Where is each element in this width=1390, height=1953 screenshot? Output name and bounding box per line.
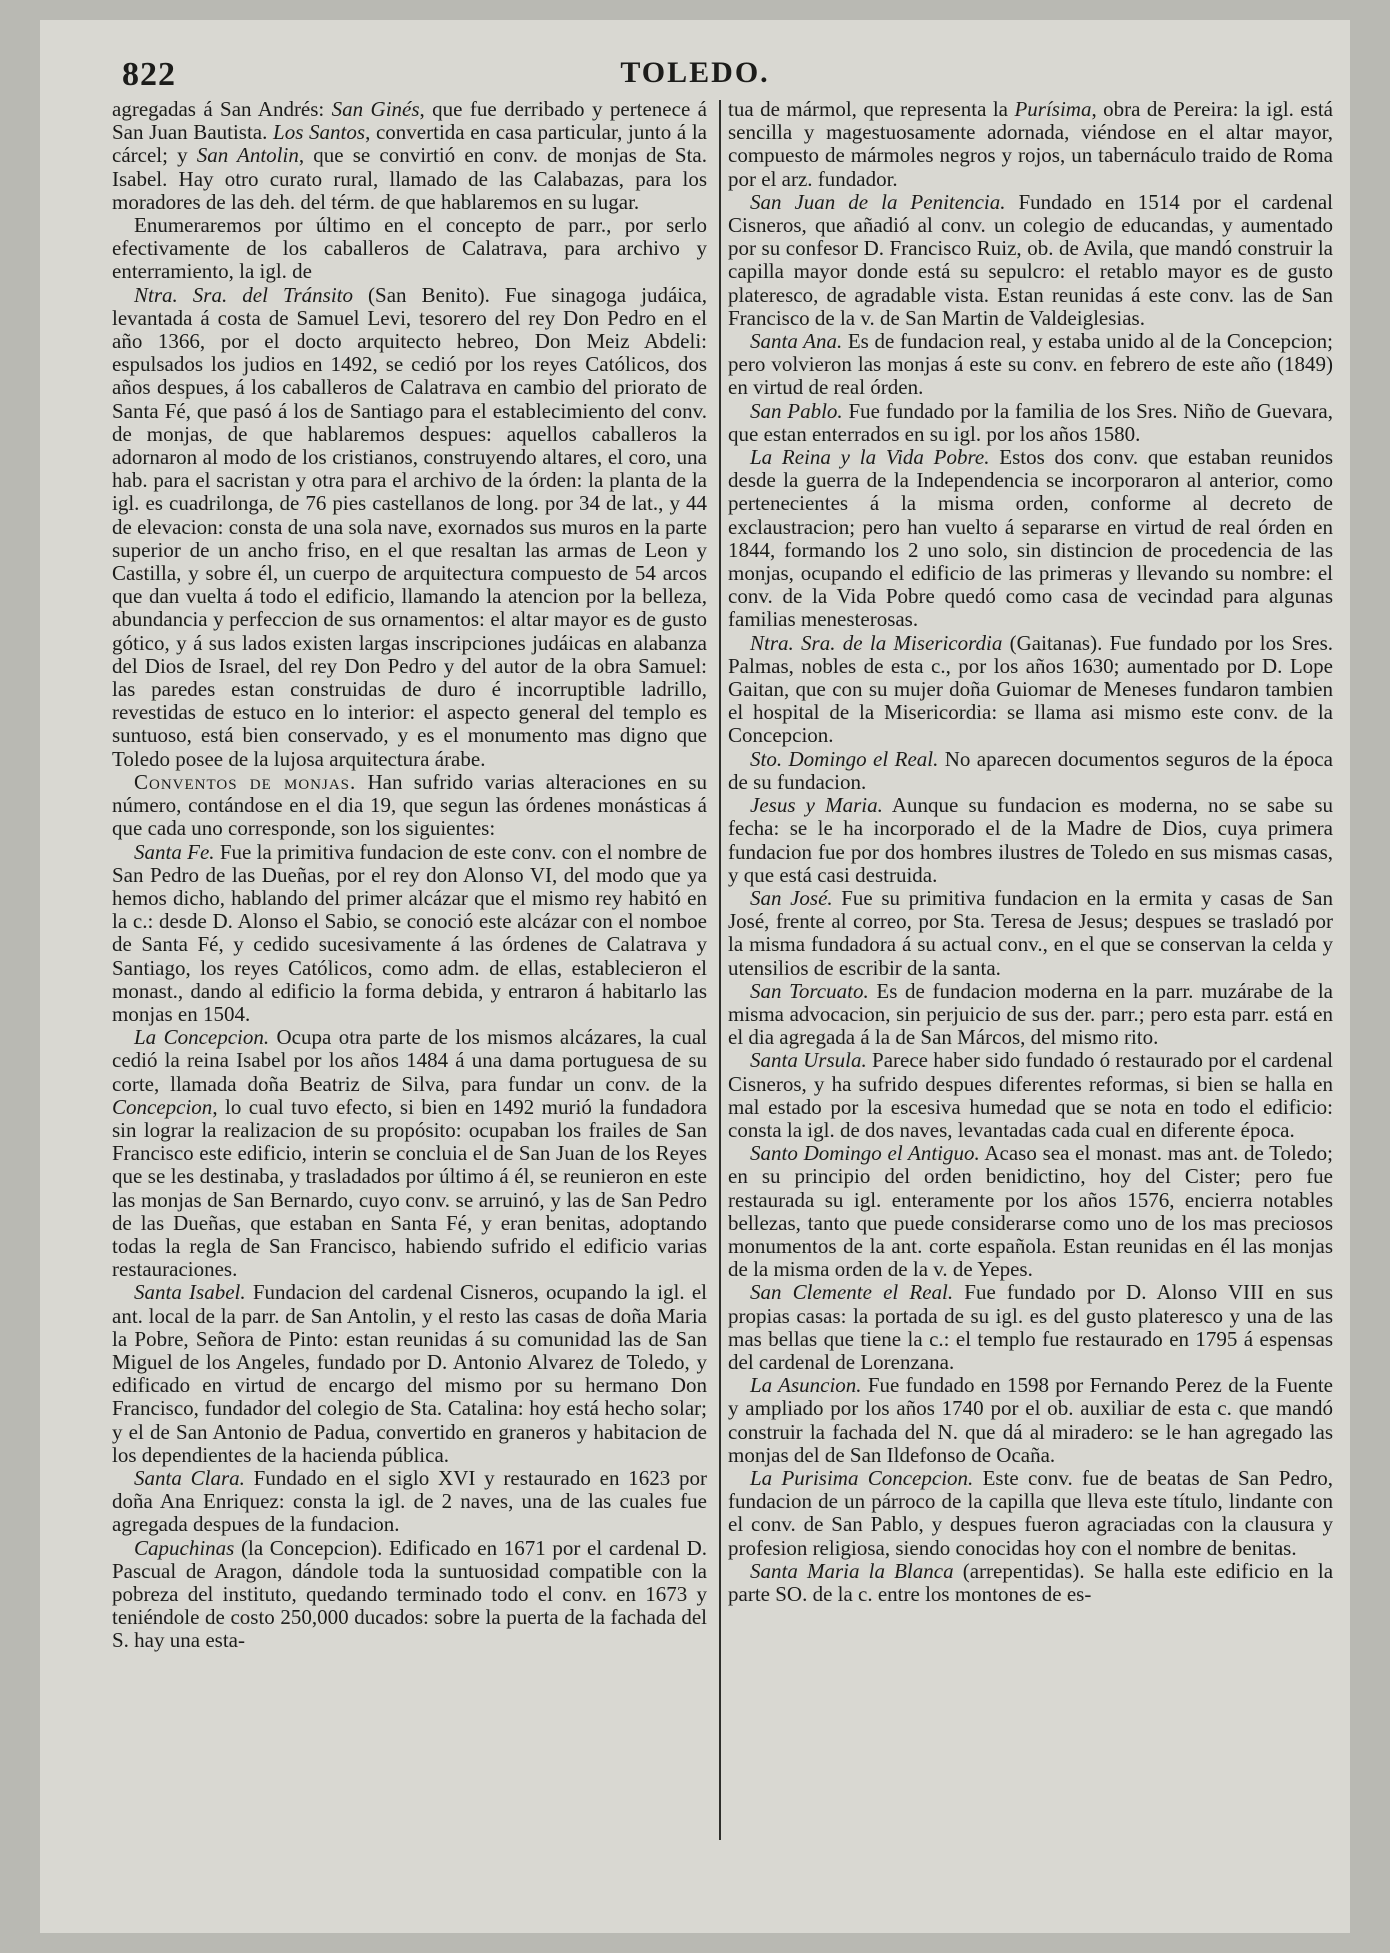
body-text: , lo cual tuvo efecto, si bien en 1492 murió la fundadora sin lograr la realizacion de su propósito: ocupaban los frailes de San Francisco este edificio, interin se concluia el de San Juan de los Reyes que se les destinaba, y trasladados por último á él, se reunieron en este las monjas de San Bernardo, cuyo conv. se arruinó, y las de San Pedro de las Dueñas, que estaban en Santa Fé, y eran benitas, adoptando todas la regla de San Francisco, habiendo sufrido el edificio varias restauraciones.	[112, 1094, 707, 1282]
entry-heading: La Reina y la Vida Pobre.	[750, 445, 990, 470]
paragraph	[728, 1142, 1333, 1281]
body-text: Es de fundacion real, y estaba unido al de la Concepcion; pero volvieron las monjas á este su conv. en febrero de este año (1849) en virtud de real órden.	[728, 329, 1333, 400]
body-text: No aparecen documentos seguros de la época de su fundacion.	[728, 746, 1333, 794]
entry-heading: San Juan de la Penitencia.	[750, 189, 1006, 214]
entry-heading: Santa Maria la Blanca	[750, 1558, 954, 1583]
entry-heading: Santo Domingo el Antiguo.	[750, 1141, 980, 1166]
body-text: Fundado en 1514 por el cardenal Cisneros, que añadió al conv. un colegio de educandas, y aumentado por su confesor D. Francisco Ruiz, ob. de Avila, que mandó construir la capilla mayor donde está su sepulcro: el retablo mayor es de gusto plateresco, de agradable vista. Estan reunidas á este conv. las de San Francisco de la v. de San Martin de Valdeiglesias.	[728, 189, 1333, 330]
paragraph	[728, 748, 1333, 794]
entry-heading: Santa Fe.	[134, 839, 215, 864]
body-text: Fue fundado en 1598 por Fernando Perez de la Fuente y ampliado por los años 1740 por el ob. auxiliar de esta c. que mandó construir la fachada del N. que dá al miradero: se le han agregado las monjas del de San Ildefonso de Ocaña.	[728, 1373, 1333, 1467]
entry-heading: Santa Clara.	[134, 1465, 245, 1490]
paragraph	[728, 446, 1333, 632]
paragraph	[728, 191, 1333, 330]
paragraph	[728, 1281, 1333, 1374]
body-text: tua de mármol, que representa la	[728, 97, 1015, 121]
body-text: Aunque su fundacion es moderna, no se sabe su fecha: se le ha incorporado el de la Madre de Dios, cuya primera fundacion fue por dos hombres ilustres de Toledo en sus mismas casas, y que está casi destruida.	[728, 793, 1333, 887]
body-text: (Gaitanas). Fue fundado por los Sres. Palmas, nobles de esta c., por los años 1630; aumentado por D. Lope Gaitan, que con su mujer doña Guiomar de Meneses fundaron tambien el hospital de la Misericordia: se llama asi mismo este conv. de la Concepcion.	[728, 630, 1334, 748]
body-text: , obra de Pereira: la igl. está sencilla y magestuosamente adornada, viéndose en el altar mayor, compuesto de mármoles negros y rojos, un tabernáculo traido de Roma por el arz. fundador.	[728, 97, 1333, 191]
paragraph	[112, 1537, 707, 1653]
continued-paragraph	[112, 98, 707, 214]
body-text: Fue fundado por D. Alonso VIII en sus propias casas: la portada de su igl. es del gusto plateresco y una de las mas bellas que tiene la c.: el templo fue restaurado en 1795 á espensas del cardenal de Lorenzana.	[728, 1280, 1333, 1374]
page-title: TOLEDO.	[620, 56, 770, 89]
paragraph	[728, 1049, 1333, 1142]
entry-heading: La Purisima Concepcion.	[750, 1465, 974, 1490]
body-text: Acaso sea el monast. mas ant. de Toledo; en su principio del orden benidictino, hoy del Cister; pero fue restaurada su igl. enteramente por los años 1576, encierra notables bellezas, tanto que puede considerarse como uno de los mas preciosos monumentos de la ant. corte española. Estan reunidas en él las monjas de la misma orden de la v. de Yepes.	[728, 1141, 1333, 1282]
entry-heading: Santa Isabel.	[134, 1280, 246, 1305]
paragraph	[728, 400, 1333, 446]
paragraph	[112, 1026, 707, 1281]
body-text: Fundacion del cardenal Cisneros, ocupando la igl. el ant. local de la parr. de San Antolin, y el resto las casas de doña Maria la Pobre, Señora de Pinto: estan reunidas á su comunidad las de San Miguel de los Angeles, fundado por D. Antonio Alvarez de Toledo, y edificado en virtud de encargo del mismo por su hermano Don Francisco, fundador del colegio de Sta. Catalina: hoy está hecho solar; y el de San Antonio de Padua, convertido en graneros y habitacion de los dependientes de la hacienda pública.	[112, 1280, 708, 1467]
body-text: Es de fundacion moderna en la parr. muzárabe de la misma advocacion, sin perjuicio de sus der. parr.; pero esta parr. está en el dia agregada á la de San Márcos, del mismo rito.	[728, 978, 1333, 1050]
body-text: (la Concepcion). Edificado en 1671 por el cardenal D. Pascual de Aragon, dándole toda la suntuosidad compatible con la pobreza del instituto, quedando terminado todo el conv. en 1673 y teniéndole de costo 250,000 ducados: sobre la puerta de la fachada del S. hay una esta-	[112, 1535, 707, 1653]
paragraph	[112, 214, 707, 284]
paragraph	[112, 771, 707, 841]
paragraph	[728, 330, 1333, 400]
column-divider	[719, 100, 721, 1840]
entry-heading: Ntra. Sra. de la Misericordia	[750, 630, 1003, 655]
body-text: Ocupa otra parte de los mismos alcázares, la cual cedió la reina Isabel por los años 1484 á una dama portuguesa de su corte, llamada doña Beatriz de Silva, para fundar un conv. de la	[112, 1025, 707, 1096]
entry-heading: Ntra. Sra. del Tránsito	[134, 282, 354, 307]
body-text: (San Benito). Fue sinagoga judáica, levantada á costa de Samuel Levi, tesorero del rey Don Pedro en el año 1366, por el docto arquitecto hebreo, Don Meiz Abdeli: espulsados los judios en 1492, se cedió por los reyes Católicos, dos años despues, á los caballeros de Calatrava en cambio del priorato de Santa Fé, que pasó á los de Santiago para el establecimiento del conv. de monjas, de que hablaremos despues: aquellos caballeros la adornaron al modo de los cristianos, construyendo altares, el coro, una hab. para el sacristan y otra para el archivo de la órden: la planta de la igl. es cuadrilonga, de 76 pies castellanos de long. por 34 de lat., y 44 de elevacion: consta de una sola nave, exornados sus muros en la parte superior de un ancho friso, en el que resaltan las armas de Leon y Castilla, y sobre él, un cuerpo de arquitectura compuesto de 54 arcos que dan vuelta á todo el edificio, llamando la atencion por la belleza, abundancia y perfeccion de sus ornamentos: el altar mayor es de gusto gótico, y á sus lados existen largas inscripciones judáicas en alabanza del Dios de Israel, del rey Don Pedro y del autor de la obra Samuel: las paredes estan construidas de duro é incorruptible ladrillo, revestidas de estuco en lo interior: el aspecto general del templo es suntuoso, está bien conservado, y es el monumento mas digno que Toledo posee de la lujosa arquitectura árabe.	[112, 282, 707, 771]
body-text: Fundado en el siglo XVI y restaurado en 1623 por doña Ana Enriquez: consta la igl. de 2 naves, una de las cuales fue agregada despues de la fundacion.	[112, 1465, 707, 1537]
right-column	[728, 98, 1333, 1606]
body-text: Estos dos conv. que estaban reunidos desde la guerra de la Independencia se incorporaron al anterior, como pertenecientes á la misma orden, conforme al decreto de exclaustracion; pero han vuelto á separarse en virtud de real órden en 1844, formando los 2 uno solo, sin distincion de procedencia de las monjas, ocupando el edificio de las primeras y llevando su nombre: el conv. de la Vida Pobre quedó como casa de vecindad para algunas familias menesterosas.	[728, 445, 1333, 632]
section-heading: Conventos de monjas.	[134, 769, 357, 794]
entry-heading: Capuchinas	[134, 1535, 235, 1560]
paragraph	[728, 980, 1333, 1050]
paragraph	[112, 841, 707, 1027]
body-text: , que fue derribado y pertenece á San Juan Bautista.	[112, 97, 707, 145]
paragraph	[728, 1467, 1333, 1560]
paragraph	[112, 1467, 707, 1537]
entry-heading: Jesus y Maria.	[750, 793, 883, 818]
entry-heading: Concepcion	[112, 1094, 213, 1119]
body-text: , que se convirtió en conv. de monjas de Sta. Isabel. Hay otro curato rural, llamado de las Calabazas, para los moradores de las deh. del térm. de que hablaremos en su lugar.	[112, 143, 707, 214]
paragraph	[112, 1281, 707, 1467]
body-text: Enumeraremos por último en el concepto de parr., por serlo efectivamente de los caballeros de Calatrava, para archivo y enterramiento, la igl. de	[112, 213, 707, 284]
entry-heading: Santa Ursula.	[750, 1048, 867, 1073]
body-text: Parece haber sido fundado ó restaurado por el cardenal Cisneros, y ha sufrido despues diferentes reformas, si bien se halla en mal estado por la escesiva humedad que se nota en todo el edificio: consta la igl. de dos naves, levantadas cada cual en diferente época.	[728, 1048, 1333, 1142]
body-text: (arrepentidas). Se halla este edificio en la parte SO. de la c. entre los montones de es-	[728, 1558, 1334, 1606]
paragraph	[728, 794, 1333, 887]
entry-heading: San Pablo.	[750, 398, 843, 423]
paragraph	[728, 1374, 1333, 1467]
entry-heading: San José.	[750, 885, 833, 910]
book-page	[40, 20, 1350, 1933]
body-text: Fue fundado por la familia de los Sres. Niño de Guevara, que estan enterrados en su igl. por los años 1580.	[728, 398, 1333, 446]
entry-heading: San Antolin	[196, 143, 299, 168]
entry-heading: La Asuncion.	[750, 1373, 862, 1398]
body-text: Han sufrido varias alteraciones en su número, contándose en el dia 19, que segun las órdenes monásticas á que cada uno corresponde, son los siguientes:	[112, 769, 708, 841]
left-column	[112, 98, 707, 1653]
paragraph	[728, 632, 1333, 748]
entry-heading: Sto. Domingo el Real.	[750, 746, 939, 771]
continued-paragraph	[728, 98, 1333, 191]
paragraph	[728, 1560, 1333, 1606]
entry-heading: Purísima	[1014, 97, 1092, 121]
body-text: Fue su primitiva fundacion en la ermita y casas de San José, frente al correo, por Sta. Teresa de Jesus; despues se trasladó por la misma fundadora á su actual conv., en el que se conservan la celda y utensilios de escribir de la santa.	[728, 885, 1333, 980]
body-text: Fue la primitiva fundacion de este conv. con el nombre de San Pedro de las Dueñas, por el rey don Alonso VI, del modo que ya hemos dicho, hablando del primer alcázar que el mismo rey habitó en la c.: desde D. Alonso el Sabio, se conoció este alcázar con el nomboe de Santa Fé, y cedido sucesivamente á las órdenes de Calatrava y Santiago, los reyes Católicos, como adm. de ellas, establecieron el monast., dando al edificio la forma debida, y entraron á habitarlo las monjas en 1504.	[112, 839, 708, 1026]
body-text: Este conv. fue de beatas de San Pedro, fundacion de un párroco de la capilla que lleva este título, lindante con el conv. de San Pablo, y despues fueron agraciadas con la clausura y profesion religiosa, siendo conocidas hoy con el nombre de benitas.	[728, 1465, 1334, 1560]
entry-heading: San Torcuato.	[750, 978, 869, 1003]
page-number: 822	[122, 56, 176, 93]
paragraph	[112, 284, 707, 771]
entry-heading: La Concepcion.	[134, 1025, 270, 1050]
entry-heading: San Ginés	[331, 97, 420, 121]
entry-heading: San Clemente el Real.	[750, 1280, 954, 1305]
entry-heading: Santa Ana.	[750, 329, 843, 354]
paragraph	[728, 887, 1333, 980]
entry-heading: Los Santos	[273, 120, 366, 145]
body-text: agregadas á San Andrés:	[112, 97, 332, 121]
body-text: , convertida en casa particular, junto á la cárcel; y	[112, 120, 707, 168]
